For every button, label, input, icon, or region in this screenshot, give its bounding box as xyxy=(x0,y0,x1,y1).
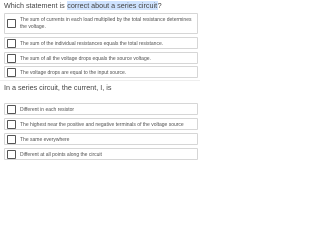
question-2-option-3[interactable] xyxy=(4,133,198,145)
checkbox-icon[interactable] xyxy=(7,120,16,129)
question-1-suffix: ? xyxy=(157,1,162,10)
question-2-option-1[interactable] xyxy=(4,103,198,115)
option-label: The sum of all the voltage drops equals the source voltage. xyxy=(20,55,151,62)
checkbox-icon[interactable] xyxy=(7,135,16,144)
option-label: The sum of currents in each load multiplied by the total resistance determines the voltage. xyxy=(20,17,192,30)
option-label: The sum of the individual resistances equals the total resistance. xyxy=(20,40,164,47)
question-1-option-2[interactable] xyxy=(4,37,198,49)
checkbox-icon[interactable] xyxy=(7,68,16,77)
section-divider xyxy=(0,80,200,81)
checkbox-icon[interactable] xyxy=(7,54,16,63)
option-label: Different at all points along the circuit xyxy=(20,151,102,158)
question-1-option-1[interactable] xyxy=(4,13,198,34)
checkbox-icon[interactable] xyxy=(7,105,16,114)
option-label: The same everywhere xyxy=(20,136,70,143)
question-2-option-2[interactable] xyxy=(4,118,198,130)
question-1-prefix: Which statement is xyxy=(4,1,67,10)
question-1-option-3[interactable] xyxy=(4,52,198,64)
question-2-option-4[interactable] xyxy=(4,148,198,160)
checkbox-icon[interactable] xyxy=(7,39,16,48)
option-label: The voltage drops are equal to the input source. xyxy=(20,69,127,76)
question-1-text xyxy=(4,1,162,10)
checkbox-icon[interactable] xyxy=(7,150,16,159)
question-2-text: In a series circuit, the current, I, is xyxy=(4,83,112,92)
checkbox-icon[interactable] xyxy=(7,19,16,28)
question-1-highlighted-text: correct about a series circuit xyxy=(67,1,158,10)
option-label: The highest near the positive and negative terminals of the voltage source xyxy=(20,121,184,128)
question-1-option-4[interactable] xyxy=(4,66,198,78)
option-label: Different in each resistor xyxy=(20,106,75,113)
